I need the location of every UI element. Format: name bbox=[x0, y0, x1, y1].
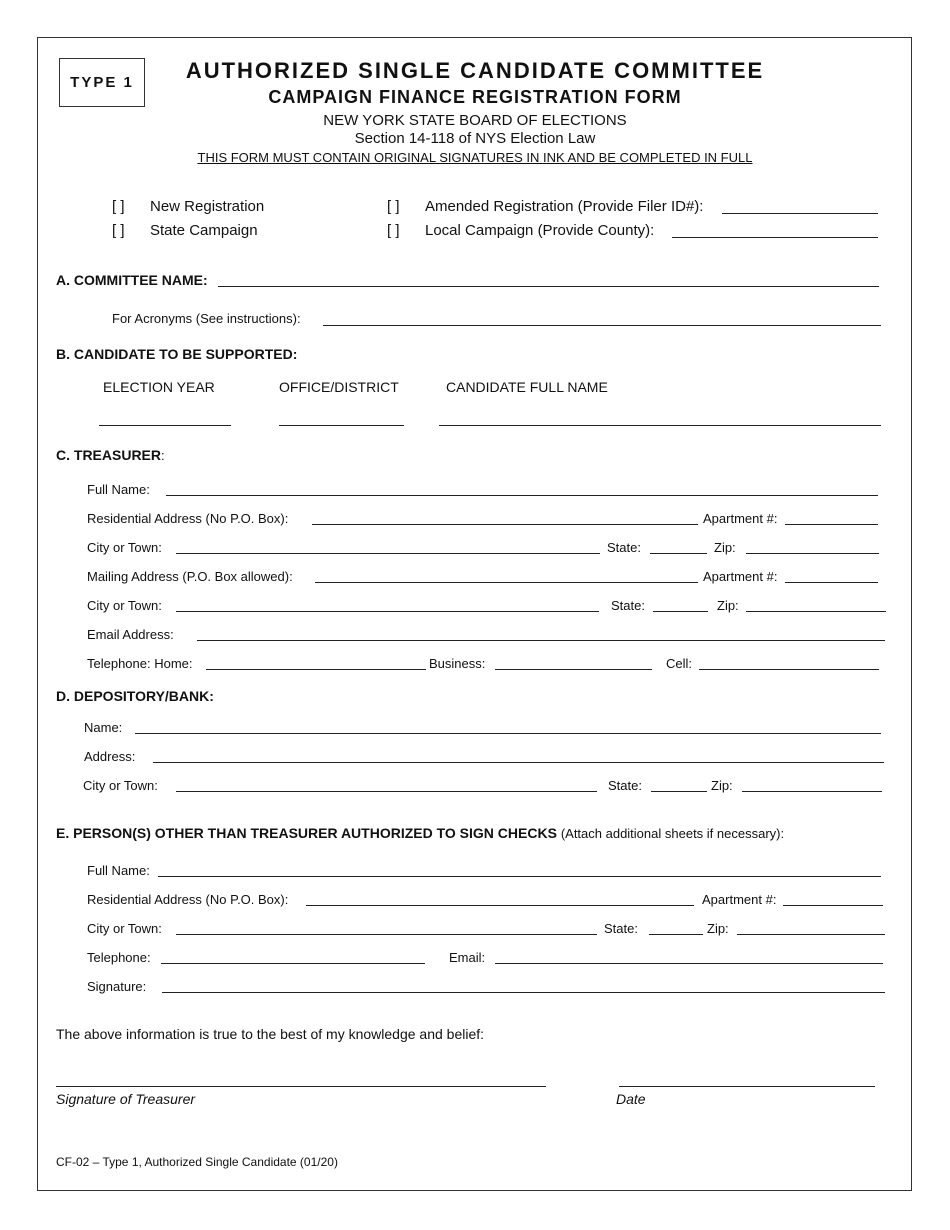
form-subtitle: CAMPAIGN FINANCE REGISTRATION FORM bbox=[268, 87, 682, 107]
bank-name-field[interactable] bbox=[135, 733, 881, 734]
office-district-header: OFFICE/DISTRICT bbox=[279, 379, 399, 395]
form-notice: THIS FORM MUST CONTAIN ORIGINAL SIGNATURES IN INK AND BE COMPLETED IN FULL bbox=[197, 150, 753, 165]
signer-telephone-field[interactable] bbox=[161, 963, 425, 964]
bank-city-label: City or Town: bbox=[83, 778, 158, 793]
signer-email-field[interactable] bbox=[495, 963, 883, 964]
section-a-title: A. COMMITTEE NAME: bbox=[56, 272, 208, 288]
attestation-text: The above information is true to the best of my knowledge and belief: bbox=[56, 1026, 485, 1042]
bank-city-field[interactable] bbox=[176, 791, 597, 792]
treasurer-home-phone-field[interactable] bbox=[206, 669, 426, 670]
treasurer-city-label: City or Town: bbox=[87, 540, 162, 555]
candidate-name-header: CANDIDATE FULL NAME bbox=[446, 379, 608, 395]
treasurer-name-label: Full Name: bbox=[87, 482, 150, 497]
signer-city-field[interactable] bbox=[176, 934, 597, 935]
election-year-header: ELECTION YEAR bbox=[103, 379, 215, 395]
bank-address-field[interactable] bbox=[153, 762, 884, 763]
treasurer-email-label: Email Address: bbox=[87, 627, 174, 642]
date-label: Date bbox=[616, 1091, 646, 1107]
state-campaign-checkbox[interactable]: [ ] bbox=[112, 222, 125, 239]
signer-telephone-label: Telephone: bbox=[87, 950, 151, 965]
treasurer-cell-phone-field[interactable] bbox=[699, 669, 879, 670]
local-campaign-label: Local Campaign (Provide County): bbox=[425, 222, 655, 239]
agency-name: NEW YORK STATE BOARD OF ELECTIONS bbox=[323, 112, 627, 129]
signer-signature-label: Signature: bbox=[87, 979, 147, 994]
filer-id-field[interactable] bbox=[722, 213, 878, 214]
acronyms-label: For Acronyms (See instructions): bbox=[112, 311, 301, 326]
bank-address-label: Address: bbox=[84, 749, 136, 764]
treasurer-signature-label: Signature of Treasurer bbox=[56, 1091, 196, 1107]
form-title: AUTHORIZED SINGLE CANDIDATE COMMITTEE bbox=[185, 58, 765, 83]
signer-city-label: City or Town: bbox=[87, 921, 162, 936]
election-year-field[interactable] bbox=[99, 425, 231, 426]
candidate-name-field[interactable] bbox=[439, 425, 881, 426]
signer-apartment-label: Apartment #: bbox=[702, 892, 777, 907]
bank-name-label: Name: bbox=[84, 720, 123, 735]
treasurer-mail-state-field[interactable] bbox=[653, 611, 708, 612]
treasurer-zip-field[interactable] bbox=[746, 553, 879, 554]
section-d-title: D. DEPOSITORY/BANK: bbox=[56, 688, 214, 704]
bank-state-label: State: bbox=[608, 778, 642, 793]
signer-state-label: State: bbox=[604, 921, 638, 936]
treasurer-mail-zip-label: Zip: bbox=[717, 598, 739, 613]
treasurer-res-address-label: Residential Address (No P.O. Box): bbox=[87, 511, 289, 526]
signer-state-field[interactable] bbox=[649, 934, 703, 935]
law-reference: Section 14-118 of NYS Election Law bbox=[354, 130, 596, 147]
treasurer-email-field[interactable] bbox=[197, 640, 885, 641]
treasurer-res-address-field[interactable] bbox=[312, 524, 698, 525]
signer-signature-field[interactable] bbox=[162, 992, 885, 993]
treasurer-res-apartment-label: Apartment #: bbox=[703, 511, 778, 526]
treasurer-city-field[interactable] bbox=[176, 553, 600, 554]
committee-name-field[interactable] bbox=[218, 286, 879, 287]
treasurer-mail-city-label: City or Town: bbox=[87, 598, 162, 613]
new-registration-checkbox[interactable]: [ ] bbox=[112, 198, 125, 215]
bank-state-field[interactable] bbox=[651, 791, 707, 792]
signer-zip-field[interactable] bbox=[737, 934, 885, 935]
signer-res-address-field[interactable] bbox=[306, 905, 694, 906]
signer-res-address-label: Residential Address (No P.O. Box): bbox=[87, 892, 289, 907]
signer-zip-label: Zip: bbox=[707, 921, 729, 936]
treasurer-mail-address-label: Mailing Address (P.O. Box allowed): bbox=[87, 569, 293, 584]
treasurer-res-apartment-field[interactable] bbox=[785, 524, 878, 525]
county-field[interactable] bbox=[672, 237, 878, 238]
treasurer-state-label: State: bbox=[607, 540, 641, 555]
treasurer-mail-zip-field[interactable] bbox=[746, 611, 886, 612]
signer-apartment-field[interactable] bbox=[783, 905, 883, 906]
treasurer-zip-label: Zip: bbox=[714, 540, 736, 555]
treasurer-business-phone-field[interactable] bbox=[495, 669, 652, 670]
treasurer-mail-address-field[interactable] bbox=[315, 582, 698, 583]
signer-name-label: Full Name: bbox=[87, 863, 150, 878]
treasurer-mail-apartment-label: Apartment #: bbox=[703, 569, 778, 584]
date-field[interactable] bbox=[619, 1086, 875, 1087]
treasurer-business-phone-label: Business: bbox=[429, 656, 486, 671]
signer-email-label: Email: bbox=[449, 950, 486, 965]
treasurer-cell-phone-label: Cell: bbox=[666, 656, 693, 671]
amended-registration-checkbox[interactable]: [ ] bbox=[387, 198, 400, 215]
amended-registration-label: Amended Registration (Provide Filer ID#): bbox=[425, 198, 704, 215]
signer-name-field[interactable] bbox=[158, 876, 881, 877]
local-campaign-checkbox[interactable]: [ ] bbox=[387, 222, 400, 239]
type-badge: TYPE 1 bbox=[59, 58, 145, 107]
treasurer-mail-state-label: State: bbox=[611, 598, 645, 613]
treasurer-signature-field[interactable] bbox=[56, 1086, 546, 1087]
treasurer-mail-apartment-field[interactable] bbox=[785, 582, 878, 583]
treasurer-mail-city-field[interactable] bbox=[176, 611, 599, 612]
section-c-title: C. TREASURER: bbox=[56, 447, 165, 463]
section-b-title: B. CANDIDATE TO BE SUPPORTED: bbox=[56, 346, 298, 362]
section-e-title: E. PERSON(S) OTHER THAN TREASURER AUTHORIZED TO SIGN CHECKS (Attach additional sheets if necessary): bbox=[56, 825, 785, 841]
bank-zip-label: Zip: bbox=[711, 778, 733, 793]
acronyms-field[interactable] bbox=[323, 325, 881, 326]
office-district-field[interactable] bbox=[279, 425, 404, 426]
bank-zip-field[interactable] bbox=[742, 791, 882, 792]
treasurer-name-field[interactable] bbox=[166, 495, 878, 496]
form-footer: CF-02 – Type 1, Authorized Single Candidate (01/20) bbox=[56, 1155, 338, 1169]
treasurer-state-field[interactable] bbox=[650, 553, 707, 554]
state-campaign-label: State Campaign bbox=[150, 222, 258, 239]
new-registration-label: New Registration bbox=[150, 198, 265, 215]
treasurer-home-phone-label: Telephone: Home: bbox=[87, 656, 193, 671]
